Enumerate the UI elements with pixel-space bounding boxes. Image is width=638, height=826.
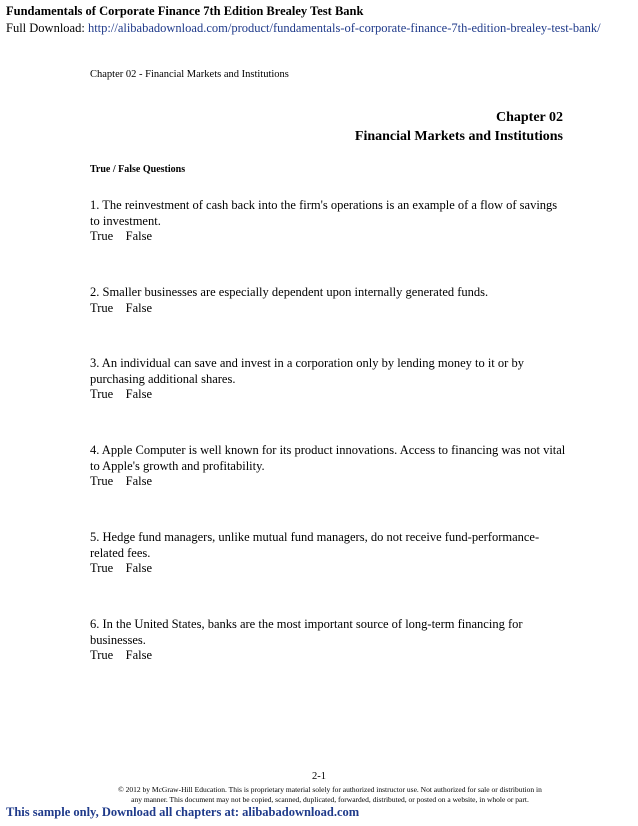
copyright-line: © 2012 by McGraw-Hill Education. This is proprietary material solely for authorized instructor use. Not authorized for sale or distribution in bbox=[118, 785, 542, 794]
question-text: 5. Hedge fund managers, unlike mutual fund managers, do not receive fund-performance-related fees. bbox=[90, 530, 540, 560]
copyright-notice bbox=[90, 785, 570, 805]
chapter-number: Chapter 02 bbox=[495, 110, 563, 125]
download-banner[interactable]: This sample only, Download all chapters at: alibabadownload.com bbox=[6, 805, 360, 819]
chapter-heading bbox=[355, 108, 563, 146]
download-link[interactable]: http://alibabadownload.com/product/fundamentals-of-corporate-finance-7th-edition-brealey-test-bank/ bbox=[87, 21, 601, 35]
section-heading: True / False Questions bbox=[90, 164, 186, 175]
question-item bbox=[90, 530, 570, 577]
true-false-options: True False bbox=[90, 648, 153, 662]
question-item bbox=[90, 285, 570, 316]
question-text: 6. In the United States, banks are the most important source of long-term financing for businesses. bbox=[90, 617, 523, 647]
document-title: Fundamentals of Corporate Finance 7th Edition Brealey Test Bank bbox=[6, 4, 364, 18]
question-text: 1. The reinvestment of cash back into the firm's operations is an example of a flow of savings to investment. bbox=[90, 198, 558, 228]
true-false-options: True False bbox=[90, 474, 153, 488]
true-false-options: True False bbox=[90, 561, 153, 575]
question-text: 3. An individual can save and invest in a corporation only by lending money to it or by purchasing additional shares. bbox=[90, 356, 524, 386]
question-item bbox=[90, 443, 570, 490]
question-item bbox=[90, 356, 570, 403]
question-text: 4. Apple Computer is well known for its product innovations. Access to financing was not vital to Apple's growth and profitability. bbox=[90, 443, 566, 473]
question-item bbox=[90, 198, 570, 245]
copyright-line: any manner. This document may not be copied, scanned, duplicated, forwarded, distributed, or posted on a website, in whole or part. bbox=[131, 795, 529, 804]
chapter-title: Financial Markets and Institutions bbox=[354, 129, 563, 144]
download-prefix: Full Download: bbox=[6, 21, 88, 35]
download-line bbox=[6, 21, 601, 36]
page-number: 2-1 bbox=[312, 771, 326, 782]
true-false-options: True False bbox=[90, 300, 153, 315]
running-head: Chapter 02 - Financial Markets and Institutions bbox=[90, 69, 289, 80]
question-item bbox=[90, 617, 570, 664]
true-false-options: True False bbox=[90, 229, 153, 243]
true-false-options: True False bbox=[90, 387, 153, 401]
question-text: 2. Smaller businesses are especially dependent upon internally generated funds. bbox=[90, 285, 489, 299]
